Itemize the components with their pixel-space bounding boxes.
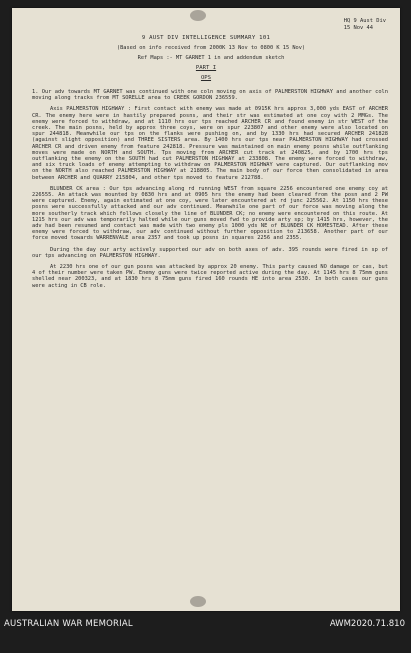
document-subtitle: (Based on info received from 2000K 13 Nov to 0800 K 15 Nov) <box>116 45 306 51</box>
document-body <box>32 89 388 294</box>
part-heading: PART I <box>195 65 217 71</box>
header-block <box>344 18 386 31</box>
header-line: HQ 9 Aust Div <box>343 18 386 24</box>
section-heading: OPS <box>200 75 212 81</box>
header-line: 15 Nov 44 <box>343 24 374 31</box>
paragraph: At 2230 hrs one of our gun posns was attacked by approx 20 enemy. This party caused NO damage or cas, but 4 of their number were taken PW. Enemy guns were twice reported active during the day. At 1145 hrs 8 75mm guns shelled near 200323, and at 1830 hrs 8 75mm guns fired 160 rounds HE into area 2530. In both cases our guns were acting in CB role. <box>32 264 388 289</box>
punch-hole <box>190 10 206 21</box>
archive-name: AUSTRALIAN WAR MEMORIAL <box>4 619 133 629</box>
accession-number: AWM2020.71.810 <box>329 619 405 629</box>
map-reference: Ref Maps :- MT GARNET 1 in and addendum sketch <box>137 55 285 61</box>
paragraph: BLUNDER CK area : Our tps advancing along rd running WEST from square 2256 encountered one enemy coy at 226555. An attack was mounted by 0830 hrs and at 0905 hrs the enemy had been cleared from the posn and 2 PW were captured. Enemy, again estimated at one coy, were later encountered at rd junc 225562. At 1150 hrs these posns were successfully attacked and our adv continued. Meanwhile one part of our force was moving along the more southerly track which follows closely the line of BLUNDER CK; no enemy were encountered on this route. At 1215 hrs our adv was temporarily halted while our guns moved fwd to provide arty sp; by 1415 hrs, however, the adv had been resumed and contact was made with two enemy pls 1000 yds NE of BLUNDER CK HOMESTEAD. After these enemy were forced to withdraw, our adv continued without further opposition to 213658. Another part of our force moved towards WARRENVALE area 2357 and took up posns in squares 2256 and 2355. <box>32 185 388 242</box>
document-title: 9 AUST DIV INTELLIGENCE SUMMARY 101 <box>141 35 271 41</box>
paragraph: 1. Our adv towards MT GARNET was continued with one coln moving on axis of PALMERSTON HIGHWAY and another coln moving along tracks from MT SORELLE area to CREEK GORDON 236559. <box>32 89 388 102</box>
paragraph: During the day our arty actively supported our adv on both axes of adv. 395 rounds were fired in sp of our tps advancing on PALMERSTON HIGHWAY. <box>32 246 388 259</box>
document-page <box>12 8 400 611</box>
punch-hole <box>190 596 206 607</box>
archive-footer <box>0 613 411 653</box>
paragraph: Axis PALMERSTON HIGHWAY : First contact with enemy was made at 0915K hrs approx 3,000 yds EAST of ARCHER CR. The enemy here were in hastily prepared posns, and their str was estimated at one coy with 2 MMGs. The enemy were forced to withdraw, and at 1110 hrs our tps reached ARCHER CR and found enemy in str WEST of the creek. The main posns, held by approx three coys, were on spur 223807 and other enemy were also located on spur 244818. Meanwhile our tps on the flanks were pushing on, and by 1330 hrs had secured ARCHER 241828 (against slight opposition) and THREE SISTERS area. By 1400 hrs our tps near PALMERSTON HIGHWAY had crossed ARCHER CR and driven enemy from feature 242818. Pressure was maintained on main enemy posns while outflanking moves were made on NORTH and SOUTH. Tps moving from ARCHER cut track at 240825, and by 1700 hrs tps outflanking the enemy on the SOUTH had cut PALMERSTON HIGHWAY at 233808. The enemy were forced to withdraw, and six truck loads of enemy attempting to withdraw on PALMERSTON HIGHWAY were captured. Our outflanking mov on the NORTH also reached PALMERSTON HIGHWAY at 218805. The main body of our force then consolidated in area between ARCHER and QUARRY 215804, and other tps moved to feature 212788. <box>32 106 388 181</box>
